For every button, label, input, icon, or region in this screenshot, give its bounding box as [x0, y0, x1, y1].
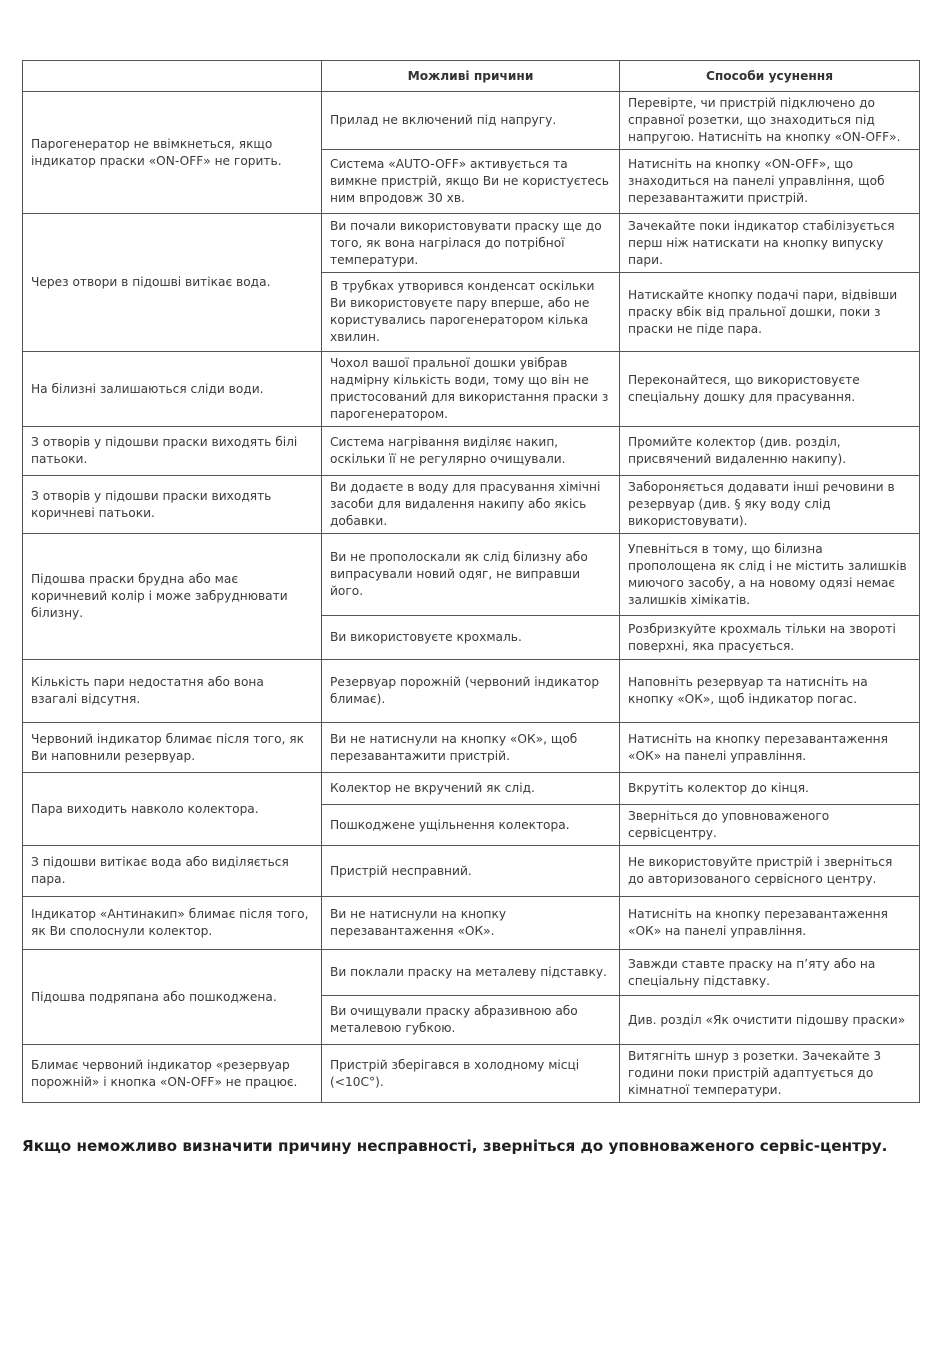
solution-cell: Промийте колектор (див. розділ, присвячений видаленню накипу). [620, 427, 920, 476]
cause-cell: Ви не натиснули на кнопку «ОК», щоб перезавантажити пристрій. [322, 723, 620, 773]
problem-cell: Парогенератор не ввімкнеться, якщо індикатор праски «ON-OFF» не горить. [23, 92, 322, 214]
problem-cell: На білизні залишаються сліди води. [23, 352, 322, 427]
solution-cell: Забороняється додавати інші речовини в резервуар (див. § яку воду слід використовувати). [620, 476, 920, 534]
solution-cell: Зверніться до уповноваженого сервісцентру. [620, 805, 920, 846]
solution-cell: Розбризкуйте крохмаль тільки на звороті поверхні, яка прасується. [620, 616, 920, 660]
solution-cell: Не використовуйте пристрій і зверніться до авторизованого сервісного центру. [620, 846, 920, 897]
table-header-row [23, 61, 920, 92]
table-row [23, 352, 920, 427]
solution-cell: Вкрутіть колектор до кінця. [620, 773, 920, 805]
header-problem [23, 61, 322, 92]
table-row [23, 773, 920, 805]
solution-cell: Див. розділ «Як очистити підошву праски» [620, 996, 920, 1045]
problem-cell: З підошви витікає вода або виділяється пара. [23, 846, 322, 897]
problem-cell: Кількість пари недостатня або вона взагалі відсутня. [23, 660, 322, 723]
solution-cell: Витягніть шнур з розетки. Зачекайте 3 години поки пристрій адаптується до кімнатної температури. [620, 1045, 920, 1103]
cause-cell: Ви очищували праску абразивною або металевою губкою. [322, 996, 620, 1045]
problem-cell: З отворів у підошви праски виходять білі патьоки. [23, 427, 322, 476]
cause-cell: Ви додаєте в воду для прасування хімічні засоби для видалення накипу або якісь добавки. [322, 476, 620, 534]
table-row [23, 1045, 920, 1103]
cause-cell: Ви поклали праску на металеву підставку. [322, 950, 620, 996]
cause-cell: Колектор не вкручений як слід. [322, 773, 620, 805]
cause-cell: Система «AUTO-OFF» активується та вимкне пристрій, якщо Ви не користуєтесь ним впродовж 30 хв. [322, 150, 620, 214]
solution-cell: Зачекайте поки індикатор стабілізується перш ніж натискати на кнопку випуску пари. [620, 214, 920, 273]
header-causes: Можливі причини [322, 61, 620, 92]
cause-cell: Ви не натиснули на кнопку перезавантаження «ОК». [322, 897, 620, 950]
problem-cell: З отворів у підошви праски виходять коричневі патьоки. [23, 476, 322, 534]
solution-cell: Упевніться в тому, що білизна прополощена як слід і не містить залишків миючого засобу, а на новому одязі немає залишків хімікатів. [620, 534, 920, 616]
cause-cell: В трубках утворився конденсат оскільки Ви використовуєте пару вперше, або не користувались парогенератором кілька хвилин. [322, 273, 620, 352]
table-row [23, 476, 920, 534]
table-row [23, 660, 920, 723]
cause-cell: Система нагрівання виділяє накип, оскільки її не регулярно очищували. [322, 427, 620, 476]
cause-cell: Чохол вашої пральної дошки увібрав надмірну кількість води, тому що він не пристосований для використання праски з парогенератором. [322, 352, 620, 427]
problem-cell: Підошва подряпана або пошкоджена. [23, 950, 322, 1045]
solution-cell: Натискайте кнопку подачі пари, відвівши праску вбік від пральної дошки, поки з праски не піде пара. [620, 273, 920, 352]
cause-cell: Резервуар порожній (червоний індикатор блимає). [322, 660, 620, 723]
header-solutions: Способи усунення [620, 61, 920, 92]
cause-cell: Ви почали використовувати праску ще до того, як вона нагрілася до потрібної температури. [322, 214, 620, 273]
problem-cell: Пара виходить навколо колектора. [23, 773, 322, 846]
table-row [23, 846, 920, 897]
table-row [23, 427, 920, 476]
solution-cell: Натисніть на кнопку перезавантаження «ОК» на панелі управління. [620, 897, 920, 950]
solution-cell: Наповніть резервуар та натисніть на кнопку «ОК», щоб індикатор погас. [620, 660, 920, 723]
cause-cell: Ви не прополоскали як слід білизну або випрасували новий одяг, не виправши його. [322, 534, 620, 616]
problem-cell: Блимає червоний індикатор «резервуар порожній» і кнопка «ON-OFF» не працює. [23, 1045, 322, 1103]
table-row [23, 92, 920, 150]
table-row [23, 723, 920, 773]
problem-cell: Через отвори в підошві витікає вода. [23, 214, 322, 352]
table-row [23, 534, 920, 616]
cause-cell: Пристрій зберігався в холодному місці (<10C°). [322, 1045, 620, 1103]
problem-cell: Підошва праски брудна або має коричневий колір і може забруднювати білизну. [23, 534, 322, 660]
table-row [23, 897, 920, 950]
cause-cell: Ви використовуєте крохмаль. [322, 616, 620, 660]
solution-cell: Натисніть на кнопку перезавантаження «ОК» на панелі управління. [620, 723, 920, 773]
troubleshooting-table [22, 60, 920, 1103]
solution-cell: Завжди ставте праску на п’яту або на спеціальну підставку. [620, 950, 920, 996]
cause-cell: Прилад не включений під напругу. [322, 92, 620, 150]
cause-cell: Пристрій несправний. [322, 846, 620, 897]
problem-cell: Індикатор «Антинакип» блимає після того, як Ви сполоснули колектор. [23, 897, 322, 950]
solution-cell: Переконайтеся, що використовуєте спеціальну дошку для прасування. [620, 352, 920, 427]
service-center-note: Якщо неможливо визначити причину несправності, зверніться до уповноваженого сервіс-центру. [22, 1137, 888, 1155]
troubleshooting-page [22, 60, 919, 1103]
problem-cell: Червоний індикатор блимає після того, як Ви наповнили резервуар. [23, 723, 322, 773]
table-row [23, 950, 920, 996]
table-row [23, 214, 920, 273]
solution-cell: Перевірте, чи пристрій підключено до справної розетки, що знаходиться під напругою. Натисніть на кнопку «ON-OFF». [620, 92, 920, 150]
solution-cell: Натисніть на кнопку «ON-OFF», що знаходиться на панелі управління, щоб перезавантажити пристрій. [620, 150, 920, 214]
cause-cell: Пошкоджене ущільнення колектора. [322, 805, 620, 846]
